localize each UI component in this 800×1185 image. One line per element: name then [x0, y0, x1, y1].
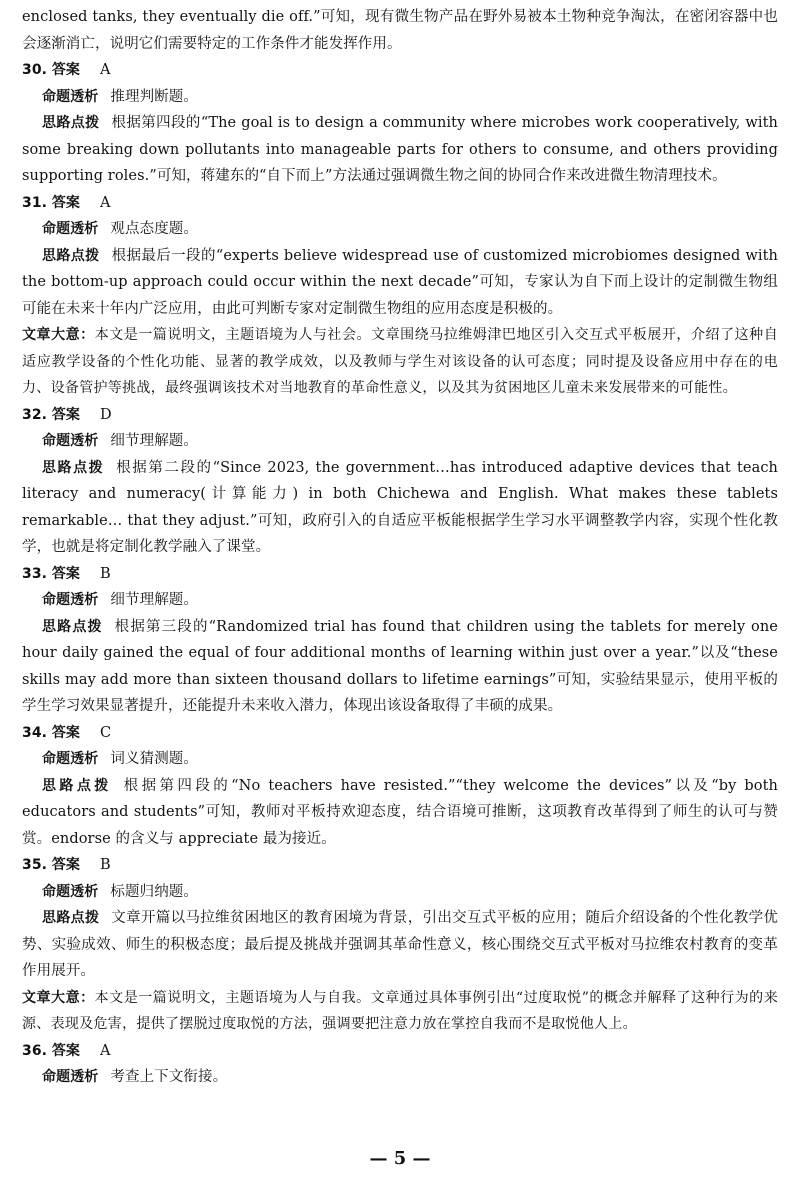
- answer-value: A: [100, 62, 111, 78]
- question-32: [22, 402, 778, 561]
- analysis-label: 命题透析: [42, 1069, 99, 1085]
- question-number: 36.: [22, 1042, 48, 1059]
- hint-text: 根据第二段的“Since 2023, the government…has introduced adaptive devices that teach literacy and numeracy(计算能力) in both Chichewa and English. What makes these tablets remarkable… that they adjust.”可知，政府引入的自适应平板能根据学生学习水平调整教学内容，实现个性化教学，也就是将定制化教学融入了课堂。: [22, 459, 778, 555]
- hint-text: 根据第四段的“No teachers have resisted.”“they welcome the devices”以及“by both educators and students”可知，教师对平板持欢迎态度，结合语境可推断，这项教育改革得到了师生的认可与赞赏。endorse 的含义与 appreciate 最为接近。: [22, 777, 779, 847]
- hint-text: 文章开篇以马拉维贫困地区的教育困境为背景，引出交互式平板的应用；随后介绍设备的个性化教学优势、实验成效、师生的积极态度；最后提及挑战并强调其革命性意义，核心围绕交互式平板对马拉维农村教育的变革作用展开。: [22, 910, 779, 979]
- question-number: 32.: [22, 406, 48, 423]
- answer-value: A: [100, 1042, 111, 1059]
- hint-label: 思路点拨: [42, 115, 100, 131]
- analysis-label: 命题透析: [42, 221, 99, 237]
- hint-text: 根据最后一段的“experts believe widespread use of customized microbiomes designed with the bottom-up approach could occur within the next decade”可知，专家认为自下而上设计的定制微生物组可能在未来十年内广泛应用，由此可判断专家对定制微生物组的应用态度是积极的。: [22, 247, 778, 317]
- answer-value: B: [100, 857, 111, 873]
- question-number: 34.: [22, 724, 48, 741]
- answer-value: B: [100, 565, 111, 582]
- answer-label: 答案: [51, 724, 81, 741]
- question-number: 33.: [22, 565, 48, 582]
- answer-label: 答案: [51, 194, 81, 211]
- analysis-text: 推理判断题。: [110, 88, 199, 105]
- hint-label: 思路点拨: [42, 459, 105, 476]
- question-number: 35.: [22, 857, 48, 873]
- analysis-text: 细节理解题。: [110, 592, 199, 608]
- question-35: [22, 852, 778, 985]
- analysis-label: 命题透析: [42, 592, 99, 608]
- answer-label: 答案: [51, 565, 81, 582]
- hint-label: 思路点拨: [42, 910, 100, 926]
- article-summary: [22, 322, 778, 402]
- analysis-text: 观点态度题。: [110, 221, 199, 237]
- hint-text: 根据第三段的“Randomized trial has found that children using the tablets for merely one hour daily gained the equal of four additional months of learning within just over a year.”以及“these skills may add more than sixteen thousand dollars to lifetime earnings”可知，实验结果显示，使用平板的学生学习效果显著提升，还能提升未来收入潜力，体现出该设备取得了丰硕的成果。: [22, 618, 778, 714]
- summary-text: 本文是一篇说明文，主题语境为人与社会。文章围绕马拉维姆津巴地区引入交互式平板展开，介绍了这种自适应教学设备的个性化功能、显著的教学成效，以及教师与学生对该设备的认可态度；同时提及设备应用中存在的电力、设备管护等挑战，最终强调该技术对当地教育的革命性意义，以及其为贫困地区儿童未来发展带来的可能性。: [22, 327, 778, 396]
- hint-label: 思路点拨: [42, 618, 103, 635]
- answer-label: 答案: [51, 857, 81, 873]
- question-36: [22, 1038, 778, 1091]
- answer-value: A: [100, 194, 111, 211]
- intro-paragraph: enclosed tanks, they eventually die off.”可知，现有微生物产品在野外易被本土物种竞争淘汰，在密闭容器中也会逐渐消亡，说明它们需要特定的工作条件才能发挥作用。: [22, 9, 778, 52]
- analysis-text: 细节理解题。: [110, 433, 199, 449]
- hint-label: 思路点拨: [42, 777, 112, 794]
- analysis-label: 命题透析: [42, 88, 99, 105]
- answer-value: D: [100, 406, 112, 423]
- question-number: 31.: [22, 194, 48, 211]
- analysis-label: 命题透析: [42, 883, 99, 900]
- question-34: [22, 720, 778, 853]
- answer-value: C: [100, 724, 112, 741]
- analysis-text: 考查上下文衔接。: [110, 1069, 228, 1085]
- question-33: [22, 561, 778, 720]
- question-number: 30.: [22, 62, 48, 78]
- analysis-label: 命题透析: [42, 433, 99, 449]
- hint-text: 根据第四段的“The goal is to design a community where microbes work cooperatively, with some breaking down pollutants into manageable parts for others to consume, and others providing supporting roles.”可知，蒋建东的“自下而上”方法通过强调微生物之间的协同合作来改进微生物清理技术。: [22, 115, 778, 184]
- analysis-text: 词义猜测题。: [110, 751, 199, 767]
- summary-label: 文章大意：: [22, 989, 95, 1006]
- hint-label: 思路点拨: [42, 247, 100, 264]
- page-number: — 5 —: [369, 1148, 431, 1169]
- answer-label: 答案: [51, 406, 81, 423]
- answer-label: 答案: [51, 62, 81, 78]
- analysis-text: 标题归纳题。: [110, 883, 199, 900]
- analysis-label: 命题透析: [42, 751, 99, 767]
- question-31: [22, 190, 778, 323]
- answer-label: 答案: [51, 1042, 81, 1059]
- article-summary: [22, 985, 778, 1038]
- summary-text: 本文是一篇说明文，主题语境为人与自我。文章通过具体事例引出“过度取悦”的概念并解释了这种行为的来源、表现及危害，提供了摆脱过度取悦的方法，强调要把注意力放在掌控自我而不是取悦他人上。: [22, 989, 779, 1032]
- summary-label: 文章大意：: [22, 327, 95, 343]
- question-30: [22, 57, 778, 190]
